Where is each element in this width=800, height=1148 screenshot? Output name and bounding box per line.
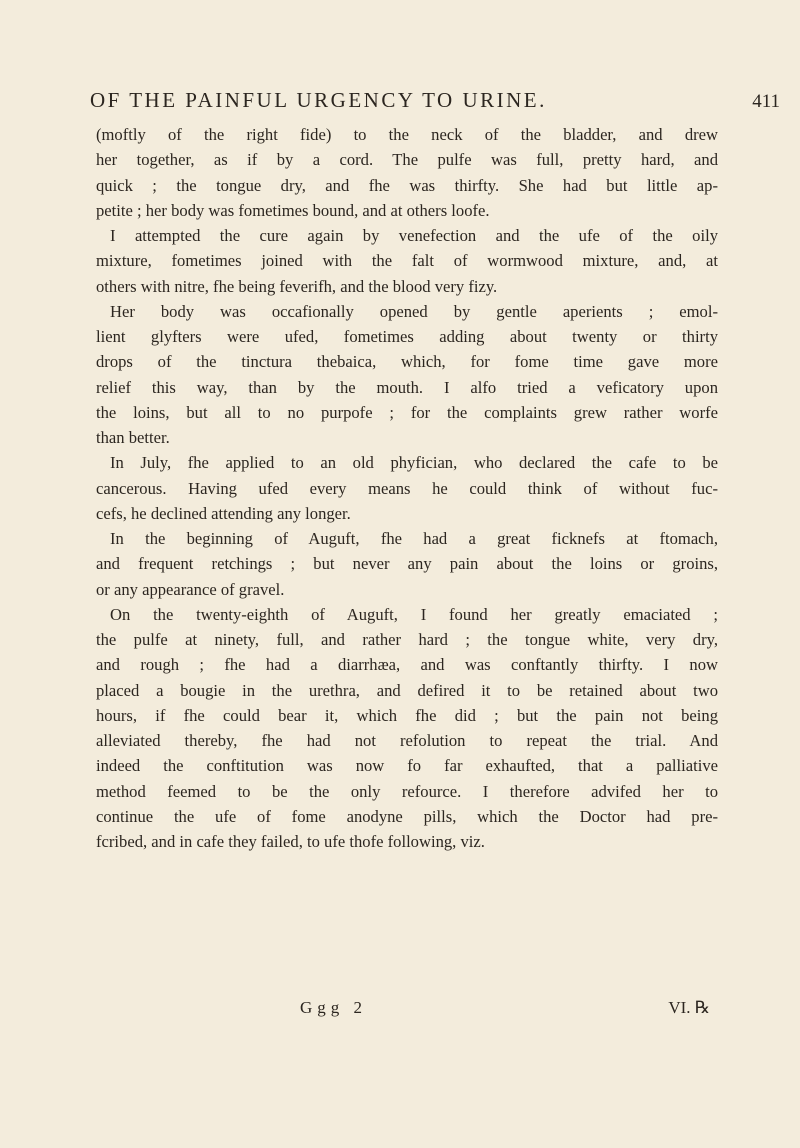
text-line: (moftly of the right fide) to the neck of the bladder, and drew bbox=[96, 125, 718, 144]
text-line: cancerous. Having ufed every means he could think of without fuc- bbox=[96, 478, 718, 498]
text-line: Her body was occafionally opened by gentle aperients ; emol- bbox=[110, 301, 718, 321]
text-line: drops of the tinctura thebaica, which, for fome time gave more bbox=[96, 352, 718, 372]
text-line: and rough ; fhe had a diarrhæa, and was conftantly thirfty. I now bbox=[96, 655, 718, 675]
body-text bbox=[96, 122, 718, 854]
text-line: hours, if fhe could bear it, which fhe did ; but the pain not being bbox=[96, 705, 718, 725]
signature-mark: Ggg 2 bbox=[300, 998, 368, 1017]
text-line: In the beginning of Auguft, fhe had a great ficknefs at ftomach, bbox=[110, 529, 718, 548]
text-line: On the twenty-eighth of Auguft, I found her greatly emaciated ; bbox=[110, 604, 718, 624]
text-line: or any appearance of gravel. bbox=[96, 579, 285, 599]
text-line: than better. bbox=[96, 428, 170, 447]
running-title: OF THE PAINFUL URGENCY TO URINE. bbox=[90, 88, 547, 112]
text-line: method feemed to be the only refource. I therefore advifed her to bbox=[96, 781, 718, 801]
text-line: alleviated thereby, fhe had not refolution to repeat the trial. And bbox=[96, 731, 718, 750]
page-header bbox=[90, 88, 780, 113]
text-line: cefs, he declined attending any longer. bbox=[96, 503, 351, 523]
text-line: mixture, fometimes joined with the falt of wormwood mixture, and, at bbox=[96, 251, 718, 271]
text-line: the loins, but all to no purpofe ; for the complaints grew rather worfe bbox=[96, 402, 718, 422]
text-line: her together, as if by a cord. The pulfe was full, pretty hard, and bbox=[96, 150, 718, 170]
text-line: I attempted the cure again by venefection and the ufe of the oily bbox=[110, 226, 718, 245]
text-line: others with nitre, fhe being feverifh, and the blood very fizy. bbox=[96, 276, 498, 296]
text-line: relief this way, than by the mouth. I alfo tried a veficatory upon bbox=[96, 377, 718, 397]
text-line: and frequent retchings ; but never any pain about the loins or groins, bbox=[96, 554, 718, 574]
text-line: continue the ufe of fome anodyne pills, which the Doctor had pre- bbox=[96, 806, 718, 826]
text-line: petite ; her body was fometimes bound, and at others loofe. bbox=[96, 200, 490, 220]
text-line: placed a bougie in the urethra, and defired it to be retained about two bbox=[96, 680, 718, 700]
text-line: In July, fhe applied to an old phyfician, who declared the cafe to be bbox=[110, 453, 718, 473]
text-line: the pulfe at ninety, full, and rather hard ; the tongue white, very dry, bbox=[96, 630, 718, 649]
text-line: indeed the conftitution was now fo far exhaufted, that a palliative bbox=[96, 756, 718, 776]
text-line: lient glyfters were ufed, fometimes adding about twenty or thirty bbox=[96, 327, 718, 346]
text-line: quick ; the tongue dry, and fhe was thirfty. She had but little ap- bbox=[96, 175, 718, 195]
page-footer bbox=[300, 998, 710, 1018]
page-number: 411 bbox=[752, 91, 780, 112]
text-line: fcribed, and in cafe they failed, to ufe thofe following, viz. bbox=[96, 832, 485, 851]
catchword: VI. ℞ bbox=[668, 998, 710, 1017]
